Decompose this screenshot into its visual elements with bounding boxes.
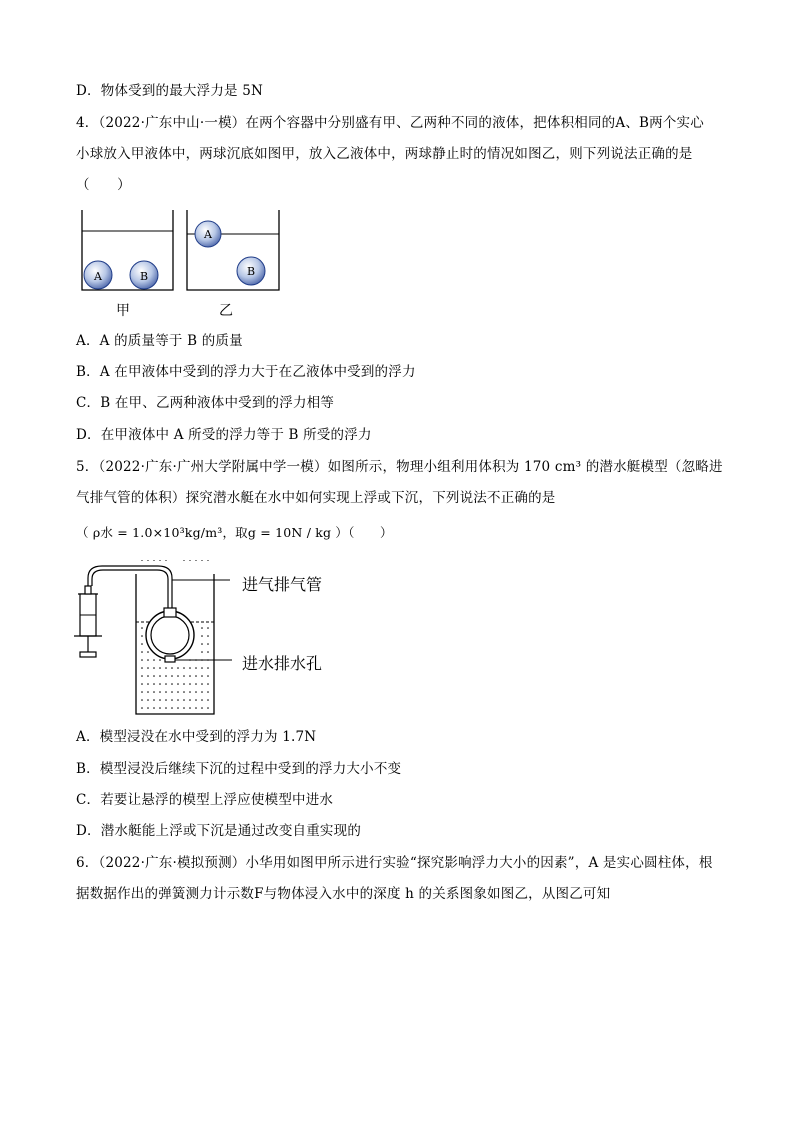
q4-figure <box>76 208 296 320</box>
q5-figure <box>72 560 362 720</box>
q5-option-a: A．模型浸没在水中受到的浮力为 1.7N <box>76 729 317 745</box>
ball-b-yi-label: B <box>246 265 256 278</box>
q6-stem-line1: 6．（2022·广东·模拟预测）小华用如图甲所示进行实验“探究影响浮力大小的因素”，A 是实心圆柱体，根 <box>76 855 713 871</box>
model-top-cap <box>164 608 176 617</box>
air-tube <box>88 566 172 588</box>
q5-option-b: B．模型浸没后继续下沉的过程中受到的浮力大小不变 <box>76 761 402 777</box>
water-inlet-hole <box>165 656 175 662</box>
q5-stem-line3: （ ρ水 = 1.0×10³kg/m³，取g = 10N / kg ）（ ） <box>76 525 393 540</box>
q4-stem-line1: 4．（2022·广东中山·一模）在两个容器中分别盛有甲、乙两种不同的液体，把体积相同的A、B两个实心 <box>76 115 704 131</box>
container-yi <box>187 210 279 290</box>
q4-option-d: D．在甲液体中 A 所受的浮力等于 B 所受的浮力 <box>76 427 372 443</box>
q5-stem-line1: 5．（2022·广东·广州大学附属中学一模）如图所示，物理小组利用体积为 170 cm³ 的潜水艇模型（忽略进 <box>76 459 723 475</box>
label-air-pipe: 进气排气管 <box>242 575 323 594</box>
q4-option-b: B．A 在甲液体中受到的浮力大于在乙液体中受到的浮力 <box>76 364 416 380</box>
ball-a-jia-label: A <box>94 270 102 283</box>
label-water-hole: 进水排水孔 <box>242 654 323 673</box>
q6-stem-line2: 据数据作出的弹簧测力计示数F与物体浸入水中的深度 h 的关系图象如图乙，从图乙可知 <box>76 886 611 902</box>
figure-label-jia: 甲 <box>116 303 130 319</box>
q4-stem-line3: （ ） <box>76 177 131 193</box>
q5-option-c: C．若要让悬浮的模型上浮应使模型中进水 <box>76 792 334 808</box>
prev-option-d: D．物体受到的最大浮力是 5N <box>76 83 264 99</box>
submarine-model <box>146 611 194 659</box>
figure-label-yi: 乙 <box>219 303 233 319</box>
q4-option-a: A．A 的质量等于 B 的质量 <box>76 333 243 349</box>
ball-b-jia-label: B <box>139 270 149 283</box>
q4-option-c: C．B 在甲、乙两种液体中受到的浮力相等 <box>76 395 335 411</box>
q4-stem-line2: 小球放入甲液体中，两球沉底如图甲，放入乙液体中，两球静止时的情况如图乙，则下列说法正确的是 <box>76 146 693 162</box>
q4-containers-diagram <box>76 208 296 320</box>
q5-stem-line2: 气排气管的体积）探究潜水艇在水中如何实现上浮或下沉，下列说法不正确的是 <box>76 490 556 506</box>
q5-option-d: D．潜水艇能上浮或下沉是通过改变自重实现的 <box>76 823 362 839</box>
water <box>141 560 209 561</box>
ball-a-yi-label: A <box>204 228 212 241</box>
